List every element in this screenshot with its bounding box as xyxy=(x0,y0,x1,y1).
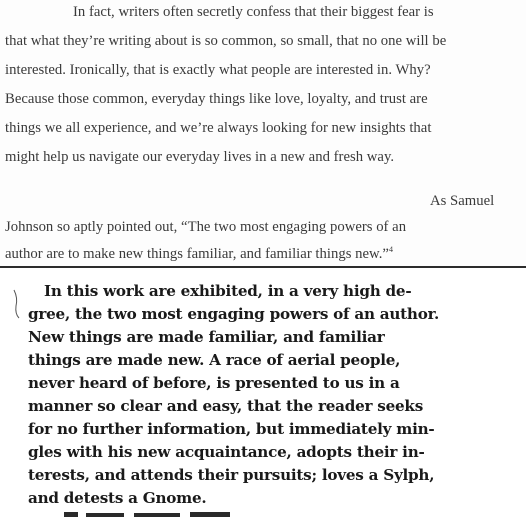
historic-line-9: terests, and attends their pursuits; loves a Sylph, xyxy=(28,466,435,484)
scan-margin-mark xyxy=(12,288,22,320)
historic-line-8: gles with his new acquaintance, adopts their in- xyxy=(28,443,425,461)
modern-line-9 xyxy=(5,245,393,263)
modern-line-8: Johnson so aptly pointed out, “The two most engaging powers of an xyxy=(5,219,407,235)
modern-line-7: As Samuel xyxy=(430,193,495,209)
historic-excerpt xyxy=(0,268,526,517)
historic-line-3: New things are made familiar, and familiar xyxy=(28,328,385,346)
historic-line-2: gree, the two most engaging powers of an author. xyxy=(28,305,440,323)
modern-line-2: that what they’re writing about is so common, so small, that no one will be xyxy=(5,33,447,49)
historic-line-7: for no further information, but immediately min- xyxy=(28,420,435,438)
historic-line-4: things are made new. A race of aerial people, xyxy=(28,351,401,369)
modern-line-5: things we all experience, and we’re always looking for new insights that xyxy=(5,120,432,136)
modern-line-1: In fact, writers often secretly confess that their biggest fear is xyxy=(73,4,434,20)
historic-line-5: never heard of before, is presented to us in a xyxy=(28,374,400,392)
historic-line-6: manner so clear and easy, that the reader seeks xyxy=(28,397,423,415)
modern-line-6: might help us navigate our everyday lives in a new and fresh way. xyxy=(5,149,395,165)
modern-line-9-text: author are to make new things familiar, and familiar things new.” xyxy=(5,245,389,262)
cut-off-next-line xyxy=(64,506,234,517)
modern-line-3: interested. Ironically, that is exactly what people are interested in. Why? xyxy=(5,62,431,78)
historic-line-10: and detests a Gnome. xyxy=(28,489,207,507)
footnote-marker: 4 xyxy=(388,245,393,254)
historic-line-1: In this work are exhibited, in a very high de- xyxy=(44,282,412,300)
modern-line-4: Because those common, everyday things like love, loyalty, and trust are xyxy=(5,91,428,107)
